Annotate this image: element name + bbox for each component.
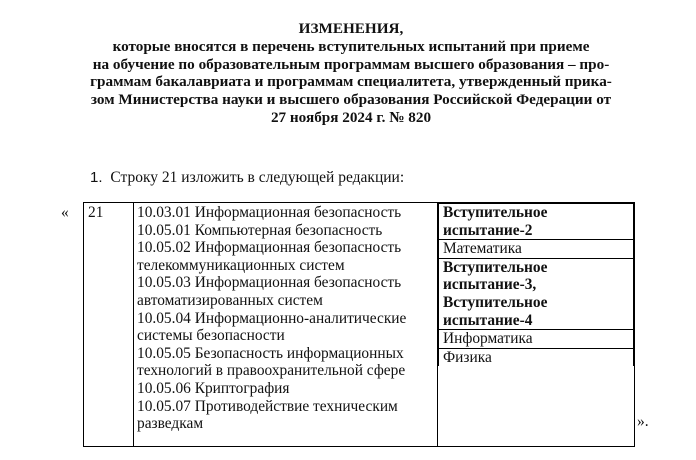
program-item: 10.05.03 Информационная безопасность автоматизированных систем (137, 274, 402, 309)
paragraph-number: 1. (90, 169, 103, 186)
program-item: 10.05.05 Безопасность информационных технологий в правоохранительной сфере (137, 344, 406, 380)
heading-line: которые вносятся в перечень вступительных испытаний при приеме (112, 37, 590, 55)
opening-quote: « (61, 204, 69, 221)
closing-quote: ». (637, 413, 649, 430)
program-item: 10.05.02 Информационная безопасность телекоммуникационных систем (137, 239, 402, 274)
program-item: 10.05.01 Компьютерная безопасность (137, 221, 383, 239)
exam-category: Вступительное испытание-3, Вступительное испытание-4 (439, 258, 634, 329)
heading-line: граммам бакалавриата и программам специалитета, утвержденный прика- (90, 73, 612, 91)
program-item: 10.05.06 Криптография (137, 379, 290, 397)
paragraph-text: Строку 21 изложить в следующей редакции: (110, 169, 405, 186)
document-heading (40, 20, 662, 127)
heading-line: 27 ноября 2024 г. № 820 (270, 108, 432, 126)
exam-subject: Информатика (439, 330, 634, 349)
row-number: 21 (88, 204, 104, 221)
exam-category: Вступительное испытание-2 (439, 204, 634, 240)
heading-line: ИЗМЕНЕНИЯ, (298, 20, 404, 37)
amendment-paragraph (90, 169, 404, 187)
programs-cell (134, 203, 438, 447)
program-item: 10.05.07 Противодействие техническим разведкам (137, 397, 398, 433)
table-row (84, 203, 635, 447)
row-number-cell (84, 203, 134, 447)
exam-subject: Физика (439, 348, 634, 366)
heading-line: на обучение по образовательным программам высшего образования – про- (92, 55, 610, 73)
heading-line: зом Министерства науки и высшего образования Российской Федерации от (90, 91, 612, 109)
exams-list (438, 203, 634, 366)
program-item: 10.03.01 Информационная безопасность (137, 204, 402, 221)
exams-cell (438, 203, 635, 447)
program-item: 10.05.04 Информационно-аналитические системы безопасности (137, 309, 407, 345)
amendment-table (83, 202, 635, 447)
exam-subject: Математика (439, 240, 634, 259)
